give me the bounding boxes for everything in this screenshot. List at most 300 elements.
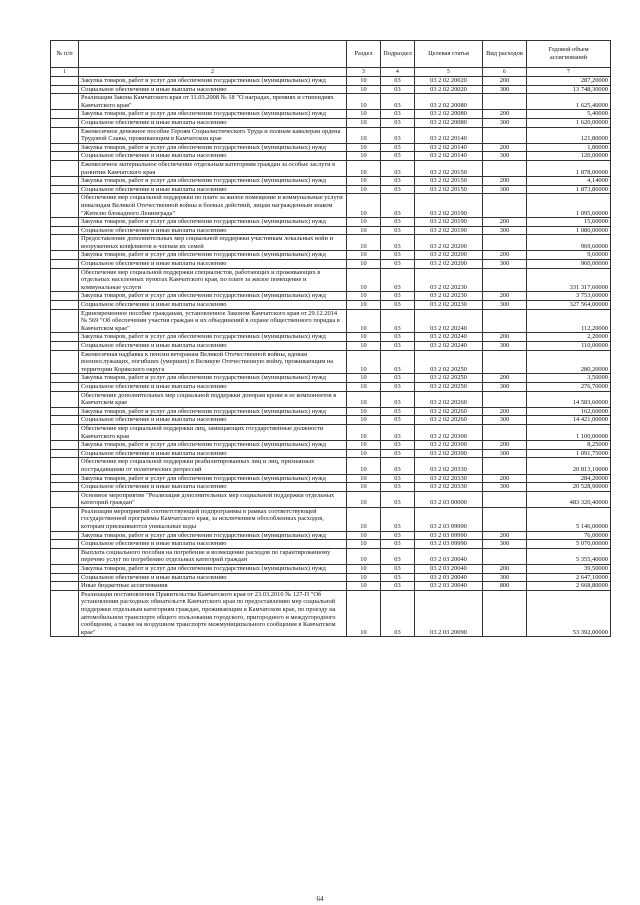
table-row: [51, 251, 611, 260]
budget-table-sheet: [50, 40, 610, 637]
table-row: [51, 77, 611, 86]
row-razdel-cell: 10: [347, 194, 381, 218]
row-expense-type-cell: 300: [483, 226, 527, 235]
row-amount-cell: 1 080,00000: [527, 226, 611, 235]
row-razdel-cell: 10: [347, 441, 381, 450]
row-razdel-cell: 10: [347, 77, 381, 86]
row-podrazdel-cell: 03: [381, 449, 415, 458]
row-razdel-cell: 10: [347, 342, 381, 351]
row-expense-type-cell: 300: [483, 185, 527, 194]
row-amount-cell: 1 100,00000: [527, 424, 611, 440]
row-target-article-cell: 03 2 02 20300: [415, 441, 483, 450]
row-expense-type-cell: 300: [483, 260, 527, 269]
row-podrazdel-cell: 03: [381, 491, 415, 507]
row-podrazdel-cell: 03: [381, 194, 415, 218]
row-podrazdel-cell: 03: [381, 185, 415, 194]
row-number-cell: [51, 416, 79, 425]
row-number-cell: [51, 152, 79, 161]
row-razdel-cell: 10: [347, 177, 381, 186]
row-razdel-cell: 10: [347, 333, 381, 342]
row-target-article-cell: 03 2 03 09990: [415, 507, 483, 531]
row-podrazdel-cell: 03: [381, 143, 415, 152]
row-podrazdel-cell: 03: [381, 226, 415, 235]
row-amount-cell: 276,70000: [527, 382, 611, 391]
row-expense-type-cell: 200: [483, 441, 527, 450]
table-row: [51, 374, 611, 383]
row-name-cell: Закупка товаров, работ и услуг для обеспечения государственных (муниципальных) нужд: [79, 374, 347, 383]
row-amount-cell: 39,50000: [527, 565, 611, 574]
row-amount-cell: 483 320,40000: [527, 491, 611, 507]
row-podrazdel-cell: 03: [381, 260, 415, 269]
row-number-cell: [51, 458, 79, 474]
table-row: [51, 85, 611, 94]
row-amount-cell: 1 873,86000: [527, 185, 611, 194]
row-expense-type-cell: [483, 235, 527, 251]
table-row: [51, 218, 611, 227]
row-number-cell: [51, 160, 79, 176]
row-number-cell: [51, 548, 79, 564]
row-podrazdel-cell: 03: [381, 565, 415, 574]
row-name-cell: Реализация мероприятий соответствующей подпрограммы в рамках соответствующей государственной программы Камчатского края, за исключением обособленных расходов, которым присваиваются уникальные коды: [79, 507, 347, 531]
row-name-cell: Реализация постановления Правительства Камчатского края от 23.03.2010 № 127-П "Об установлении расходных обязательств Камчатского края по предоставлению мер социальной поддержки отдельным категориям граждан, проживающим в Камчатском крае, по проезду на автомобильном транспорте общего пользования городского, пригородного и междугородного сообщения, а также на воздушном транспорте межмуниципального сообщения в Камчатском крае": [79, 590, 347, 637]
row-name-cell: Социальное обеспечение и иные выплаты населению: [79, 483, 347, 492]
row-podrazdel-cell: 03: [381, 85, 415, 94]
row-target-article-cell: 03 2 02 20260: [415, 416, 483, 425]
row-name-cell: Обеспечение мер социальной поддержки специалистов, работающих и проживающих в отдельных населенных пунктах Камчатского края, по плате за жилое помещение и коммунальные услуги: [79, 268, 347, 292]
row-target-article-cell: 03 2 02 20200: [415, 260, 483, 269]
row-expense-type-cell: 200: [483, 565, 527, 574]
row-podrazdel-cell: 03: [381, 342, 415, 351]
row-expense-type-cell: 200: [483, 143, 527, 152]
row-target-article-cell: 03 2 02 20140: [415, 152, 483, 161]
row-amount-cell: 1,80000: [527, 143, 611, 152]
row-number-cell: [51, 235, 79, 251]
row-target-article-cell: 03 2 02 20250: [415, 350, 483, 374]
table-row: [51, 441, 611, 450]
row-target-article-cell: 03 2 02 20190: [415, 194, 483, 218]
table-row: [51, 573, 611, 582]
row-razdel-cell: 10: [347, 449, 381, 458]
row-target-article-cell: 03 2 02 20080: [415, 94, 483, 110]
row-amount-cell: 1 625,40000: [527, 94, 611, 110]
row-podrazdel-cell: 03: [381, 540, 415, 549]
row-target-article-cell: 03 2 03 09990: [415, 540, 483, 549]
row-name-cell: Социальное обеспечение и иные выплаты населению: [79, 152, 347, 161]
row-expense-type-cell: [483, 160, 527, 176]
row-expense-type-cell: [483, 194, 527, 218]
table-row: [51, 458, 611, 474]
row-razdel-cell: 10: [347, 251, 381, 260]
row-podrazdel-cell: 03: [381, 590, 415, 637]
row-name-cell: Социальное обеспечение и иные выплаты населению: [79, 382, 347, 391]
row-amount-cell: 120,00000: [527, 152, 611, 161]
row-number-cell: [51, 565, 79, 574]
row-name-cell: Социальное обеспечение и иные выплаты населению: [79, 85, 347, 94]
row-target-article-cell: 03 2 02 20250: [415, 382, 483, 391]
row-razdel-cell: 10: [347, 185, 381, 194]
row-razdel-cell: 10: [347, 260, 381, 269]
row-number-cell: [51, 540, 79, 549]
table-row: [51, 590, 611, 637]
row-name-cell: Социальное обеспечение и иные выплаты населению: [79, 342, 347, 351]
row-amount-cell: 1 091,75000: [527, 449, 611, 458]
row-razdel-cell: 10: [347, 152, 381, 161]
row-number-cell: [51, 301, 79, 310]
row-razdel-cell: 10: [347, 382, 381, 391]
row-razdel-cell: 10: [347, 416, 381, 425]
header-expense-type: Вид расходов: [483, 41, 527, 68]
row-razdel-cell: 10: [347, 582, 381, 591]
row-podrazdel-cell: 03: [381, 235, 415, 251]
table-row: [51, 474, 611, 483]
row-target-article-cell: 03 2 02 20230: [415, 268, 483, 292]
row-expense-type-cell: 300: [483, 382, 527, 391]
row-amount-cell: 960,00000: [527, 260, 611, 269]
table-row: [51, 235, 611, 251]
row-razdel-cell: 10: [347, 531, 381, 540]
row-number-cell: [51, 218, 79, 227]
row-target-article-cell: 03 2 03 20040: [415, 573, 483, 582]
row-razdel-cell: 10: [347, 548, 381, 564]
row-number-cell: [51, 573, 79, 582]
row-number-cell: [51, 85, 79, 94]
row-name-cell: Закупка товаров, работ и услуг для обеспечения государственных (муниципальных) нужд: [79, 77, 347, 86]
row-amount-cell: 162,60000: [527, 407, 611, 416]
row-razdel-cell: 10: [347, 85, 381, 94]
row-expense-type-cell: 300: [483, 118, 527, 127]
row-number-cell: [51, 491, 79, 507]
row-expense-type-cell: [483, 491, 527, 507]
header-num: № п/п: [51, 41, 79, 68]
row-number-cell: [51, 382, 79, 391]
index-cell: 1: [51, 68, 79, 77]
budget-table: [50, 40, 611, 637]
row-podrazdel-cell: 03: [381, 350, 415, 374]
row-razdel-cell: 10: [347, 94, 381, 110]
row-amount-cell: 13 748,30000: [527, 85, 611, 94]
row-name-cell: Социальное обеспечение и иные выплаты населению: [79, 540, 347, 549]
row-podrazdel-cell: 03: [381, 94, 415, 110]
row-name-cell: Закупка товаров, работ и услуг для обеспечения государственных (муниципальных) нужд: [79, 110, 347, 119]
row-expense-type-cell: 300: [483, 85, 527, 94]
row-target-article-cell: 03 2 02 20240: [415, 309, 483, 333]
row-number-cell: [51, 110, 79, 119]
row-expense-type-cell: [483, 268, 527, 292]
row-podrazdel-cell: 03: [381, 251, 415, 260]
index-cell: 6: [483, 68, 527, 77]
row-target-article-cell: 03 2 02 20260: [415, 391, 483, 407]
row-podrazdel-cell: 03: [381, 474, 415, 483]
row-name-cell: Социальное обеспечение и иные выплаты населению: [79, 185, 347, 194]
row-amount-cell: 327 564,00000: [527, 301, 611, 310]
column-index-row: [51, 68, 611, 77]
table-row: [51, 449, 611, 458]
row-podrazdel-cell: 03: [381, 110, 415, 119]
row-amount-cell: 2 647,10000: [527, 573, 611, 582]
row-target-article-cell: 03 2 02 20260: [415, 407, 483, 416]
table-row: [51, 301, 611, 310]
row-amount-cell: 331 317,60000: [527, 268, 611, 292]
row-razdel-cell: 10: [347, 491, 381, 507]
row-razdel-cell: 10: [347, 374, 381, 383]
row-podrazdel-cell: 03: [381, 309, 415, 333]
row-name-cell: Закупка товаров, работ и услуг для обеспечения государственных (муниципальных) нужд: [79, 407, 347, 416]
table-row: [51, 127, 611, 143]
table-row: [51, 268, 611, 292]
row-expense-type-cell: 200: [483, 77, 527, 86]
row-razdel-cell: 10: [347, 127, 381, 143]
header-razdel: Раздел: [347, 41, 381, 68]
row-expense-type-cell: [483, 590, 527, 637]
row-name-cell: Основное мероприятие "Реализация дополнительных мер социальной поддержки отдельных категорий граждан": [79, 491, 347, 507]
table-row: [51, 416, 611, 425]
row-podrazdel-cell: 03: [381, 424, 415, 440]
row-amount-cell: 14 421,00000: [527, 416, 611, 425]
row-razdel-cell: 10: [347, 573, 381, 582]
row-podrazdel-cell: 03: [381, 483, 415, 492]
row-target-article-cell: 03 2 02 20080: [415, 118, 483, 127]
row-razdel-cell: 10: [347, 218, 381, 227]
row-razdel-cell: 10: [347, 424, 381, 440]
row-razdel-cell: 10: [347, 143, 381, 152]
index-cell: 7: [527, 68, 611, 77]
row-name-cell: Закупка товаров, работ и услуг для обеспечения государственных (муниципальных) нужд: [79, 565, 347, 574]
table-row: [51, 194, 611, 218]
row-podrazdel-cell: 03: [381, 407, 415, 416]
row-number-cell: [51, 449, 79, 458]
row-razdel-cell: 10: [347, 407, 381, 416]
table-row: [51, 160, 611, 176]
row-number-cell: [51, 226, 79, 235]
table-row: [51, 152, 611, 161]
row-razdel-cell: 10: [347, 458, 381, 474]
row-amount-cell: 112,20000: [527, 309, 611, 333]
row-number-cell: [51, 143, 79, 152]
row-target-article-cell: 03 2 02 20140: [415, 127, 483, 143]
row-podrazdel-cell: 03: [381, 118, 415, 127]
row-podrazdel-cell: 03: [381, 301, 415, 310]
table-row: [51, 424, 611, 440]
row-number-cell: [51, 424, 79, 440]
row-expense-type-cell: 200: [483, 177, 527, 186]
table-row: [51, 118, 611, 127]
row-podrazdel-cell: 03: [381, 218, 415, 227]
table-row: [51, 177, 611, 186]
row-target-article-cell: 03 2 02 20020: [415, 77, 483, 86]
row-amount-cell: 15,60000: [527, 218, 611, 227]
row-number-cell: [51, 531, 79, 540]
row-razdel-cell: 10: [347, 301, 381, 310]
row-amount-cell: 1 095,60000: [527, 194, 611, 218]
table-row: [51, 565, 611, 574]
row-podrazdel-cell: 03: [381, 507, 415, 531]
row-number-cell: [51, 441, 79, 450]
table-row: [51, 483, 611, 492]
row-target-article-cell: 03 2 02 20140: [415, 143, 483, 152]
row-razdel-cell: 10: [347, 590, 381, 637]
row-podrazdel-cell: 03: [381, 582, 415, 591]
row-name-cell: Единовременное пособие гражданам, установленное Законом Камчатского края от 29.12.2014 № 569 "Об обеспечении участия граждан и их объединений в охране общественного порядка в Камчатском крае": [79, 309, 347, 333]
row-target-article-cell: 03 2 02 20190: [415, 218, 483, 227]
row-podrazdel-cell: 03: [381, 77, 415, 86]
row-name-cell: Социальное обеспечение и иные выплаты населению: [79, 301, 347, 310]
row-name-cell: Ежемесячное материальное обеспечение отдельным категориям граждан за особые заслуги в развитии Камчатского края: [79, 160, 347, 176]
row-name-cell: Обеспечение мер социальной поддержки лиц, замещающих государственные должности Камчатского края: [79, 424, 347, 440]
row-number-cell: [51, 194, 79, 218]
row-amount-cell: 14 583,60000: [527, 391, 611, 407]
header-row: [51, 41, 611, 68]
row-target-article-cell: 03 2 02 20330: [415, 458, 483, 474]
row-razdel-cell: 10: [347, 565, 381, 574]
table-row: [51, 491, 611, 507]
row-name-cell: Закупка товаров, работ и услуг для обеспечения государственных (муниципальных) нужд: [79, 292, 347, 301]
row-name-cell: Обеспечение мер социальной поддержки реабилитированных лиц и лиц, признанных пострадавшими от политических репрессий: [79, 458, 347, 474]
index-cell: 2: [79, 68, 347, 77]
row-expense-type-cell: [483, 548, 527, 564]
row-name-cell: Закупка товаров, работ и услуг для обеспечения государственных (муниципальных) нужд: [79, 251, 347, 260]
row-number-cell: [51, 185, 79, 194]
row-expense-type-cell: [483, 309, 527, 333]
row-number-cell: [51, 582, 79, 591]
row-number-cell: [51, 391, 79, 407]
row-name-cell: Ежемесячное денежное пособие Героям Социалистического Труда и полным кавалерам ордена Трудовой Славы, проживающим в Камчатском крае: [79, 127, 347, 143]
table-row: [51, 407, 611, 416]
header-podrazdel: Подраздел: [381, 41, 415, 68]
row-target-article-cell: 03 2 03 20040: [415, 565, 483, 574]
table-row: [51, 260, 611, 269]
row-podrazdel-cell: 03: [381, 416, 415, 425]
header-target-article: Целевая статья: [415, 41, 483, 68]
row-amount-cell: 5,40000: [527, 110, 611, 119]
row-podrazdel-cell: 03: [381, 458, 415, 474]
row-podrazdel-cell: 03: [381, 160, 415, 176]
row-amount-cell: 969,60000: [527, 235, 611, 251]
page-number: 64: [316, 895, 324, 903]
row-amount-cell: 5 146,00000: [527, 507, 611, 531]
row-amount-cell: 280,20000: [527, 350, 611, 374]
row-amount-cell: 20 528,90000: [527, 483, 611, 492]
row-expense-type-cell: 200: [483, 474, 527, 483]
row-amount-cell: 1 878,00000: [527, 160, 611, 176]
row-target-article-cell: 03 2 02 20190: [415, 226, 483, 235]
row-podrazdel-cell: 03: [381, 177, 415, 186]
row-target-article-cell: 03 2 02 20150: [415, 185, 483, 194]
row-number-cell: [51, 251, 79, 260]
table-row: [51, 582, 611, 591]
row-podrazdel-cell: 03: [381, 333, 415, 342]
row-expense-type-cell: 200: [483, 292, 527, 301]
row-razdel-cell: 10: [347, 118, 381, 127]
row-razdel-cell: 10: [347, 309, 381, 333]
row-podrazdel-cell: 03: [381, 152, 415, 161]
table-row: [51, 531, 611, 540]
row-expense-type-cell: 300: [483, 301, 527, 310]
table-row: [51, 226, 611, 235]
row-target-article-cell: 03 2 03 00000: [415, 491, 483, 507]
row-expense-type-cell: 200: [483, 251, 527, 260]
row-razdel-cell: 10: [347, 160, 381, 176]
row-number-cell: [51, 177, 79, 186]
row-number-cell: [51, 350, 79, 374]
table-row: [51, 309, 611, 333]
row-number-cell: [51, 407, 79, 416]
row-number-cell: [51, 268, 79, 292]
row-target-article-cell: 03 2 02 20330: [415, 474, 483, 483]
table-row: [51, 185, 611, 194]
row-amount-cell: 110,00000: [527, 342, 611, 351]
table-row: [51, 350, 611, 374]
row-podrazdel-cell: 03: [381, 374, 415, 383]
table-row: [51, 391, 611, 407]
row-amount-cell: 53 392,00000: [527, 590, 611, 637]
row-target-article-cell: 03 2 02 20080: [415, 110, 483, 119]
row-number-cell: [51, 333, 79, 342]
row-number-cell: [51, 94, 79, 110]
row-expense-type-cell: 300: [483, 483, 527, 492]
row-number-cell: [51, 118, 79, 127]
table-row: [51, 110, 611, 119]
row-expense-type-cell: 200: [483, 407, 527, 416]
row-target-article-cell: 03 2 02 20250: [415, 374, 483, 383]
row-amount-cell: 2 668,80000: [527, 582, 611, 591]
index-cell: 3: [347, 68, 381, 77]
row-amount-cell: 3 753,60000: [527, 292, 611, 301]
row-name-cell: Закупка товаров, работ и услуг для обеспечения государственных (муниципальных) нужд: [79, 143, 347, 152]
row-target-article-cell: 03 2 02 20230: [415, 301, 483, 310]
row-target-article-cell: 03 2 02 20150: [415, 177, 483, 186]
row-amount-cell: 3,50000: [527, 374, 611, 383]
table-row: [51, 382, 611, 391]
row-name-cell: Социальное обеспечение и иные выплаты населению: [79, 573, 347, 582]
row-name-cell: Закупка товаров, работ и услуг для обеспечения государственных (муниципальных) нужд: [79, 441, 347, 450]
row-podrazdel-cell: 03: [381, 268, 415, 292]
row-amount-cell: 2,20000: [527, 333, 611, 342]
table-row: [51, 507, 611, 531]
row-podrazdel-cell: 03: [381, 292, 415, 301]
row-podrazdel-cell: 03: [381, 382, 415, 391]
row-number-cell: [51, 127, 79, 143]
row-number-cell: [51, 483, 79, 492]
header-annual-amount: Годовой объем ассигнований: [527, 41, 611, 68]
row-razdel-cell: 10: [347, 350, 381, 374]
row-podrazdel-cell: 03: [381, 391, 415, 407]
row-name-cell: Социальное обеспечение и иные выплаты населению: [79, 449, 347, 458]
row-target-article-cell: 03 2 02 20300: [415, 449, 483, 458]
row-podrazdel-cell: 03: [381, 531, 415, 540]
row-amount-cell: 8,25000: [527, 441, 611, 450]
table-row: [51, 94, 611, 110]
row-razdel-cell: 10: [347, 235, 381, 251]
row-expense-type-cell: [483, 507, 527, 531]
row-number-cell: [51, 474, 79, 483]
row-razdel-cell: 10: [347, 268, 381, 292]
row-name-cell: Закупка товаров, работ и услуг для обеспечения государственных (муниципальных) нужд: [79, 531, 347, 540]
row-amount-cell: 76,00000: [527, 531, 611, 540]
row-podrazdel-cell: 03: [381, 441, 415, 450]
row-number-cell: [51, 374, 79, 383]
row-amount-cell: 5 070,00000: [527, 540, 611, 549]
row-name-cell: Социальное обеспечение и иные выплаты населению: [79, 118, 347, 127]
row-razdel-cell: 10: [347, 483, 381, 492]
row-amount-cell: 20 813,10000: [527, 458, 611, 474]
table-row: [51, 143, 611, 152]
row-expense-type-cell: 300: [483, 416, 527, 425]
row-number-cell: [51, 292, 79, 301]
row-expense-type-cell: [483, 458, 527, 474]
table-row: [51, 342, 611, 351]
row-podrazdel-cell: 03: [381, 127, 415, 143]
row-expense-type-cell: [483, 391, 527, 407]
